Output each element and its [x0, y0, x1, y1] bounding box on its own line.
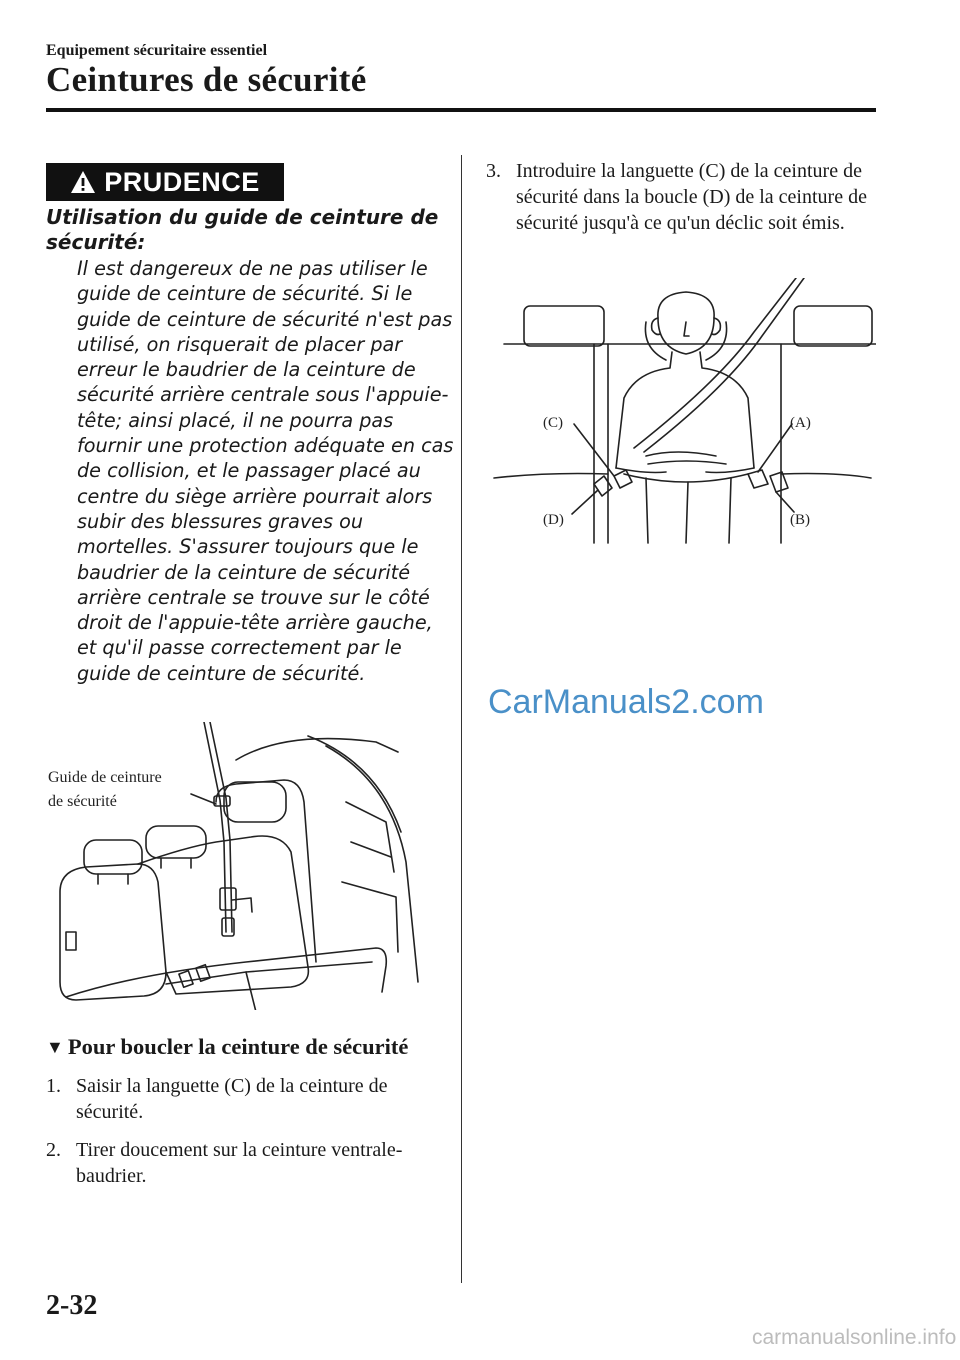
step-number: 2. — [46, 1139, 61, 1161]
step-number: 1. — [46, 1075, 61, 1097]
label-d: (D) — [543, 512, 564, 528]
step-text: Saisir la languette (C) de la ceinture de sécurité. — [76, 1075, 388, 1123]
caution-heading: Utilisation du guide de ceinture de sécurité: — [46, 205, 439, 254]
label-c: (C) — [543, 415, 563, 431]
belt-guide-label-line1: Guide de ceinture — [48, 769, 162, 786]
header-rule — [46, 108, 876, 112]
section-header-label: Equipement sécuritaire essentiel — [46, 42, 268, 59]
step-text: Introduire la languette (C) de la ceinture de sécurité dans la boucle (D) de la ceinture de sécurité jusqu'à ce qu'un déclic soit émis. — [516, 160, 867, 234]
label-a: (A) — [790, 415, 811, 431]
page-number: 2-32 — [46, 1290, 98, 1321]
step-number: 3. — [486, 160, 501, 182]
label-b: (B) — [790, 512, 810, 528]
triangle-bullet-icon: ▼ — [46, 1036, 64, 1057]
buckle-fastening-illustration — [486, 278, 876, 546]
section-heading-text: Pour boucler la ceinture de sécurité — [67, 1034, 409, 1059]
step-3 — [486, 158, 876, 236]
belt-guide-label — [48, 766, 198, 814]
step-2 — [46, 1137, 446, 1189]
step-text: Tirer doucement sur la ceinture ventrale-baudrier. — [76, 1139, 403, 1187]
section-heading — [46, 1034, 408, 1060]
watermark: CarManuals2.com — [488, 683, 764, 721]
footer-site-link[interactable]: carmanualsonline.info — [752, 1326, 957, 1349]
page-title: Ceintures de sécurité — [46, 60, 367, 99]
column-divider — [461, 155, 462, 1283]
belt-guide-label-line2: de sécurité — [48, 793, 117, 810]
caution-body: Il est dangereux de ne pas utiliser le guide de ceinture de sécurité. Si le guide de ceinture de sécurité n'est pas utilisé, on risquerait de placer par erreur le baudrier de la ceinture de sécurité arrière centrale sous l'appuie-tête; ainsi placé, il ne pourra pas fournir une protection adéquate en cas de collision, et le passager placé au centre du siège arrière pourrait alors subir des blessures graves ou mortelles. S'assurer toujours que le baudrier de la ceinture de sécurité arrière centrale se trouve sur le côté droit de l'appuie-tête arrière gauche, et qu'il passe correctement par le guide de ceinture de sécurité. — [77, 257, 454, 685]
caution-badge-text: PRUDENCE — [104, 166, 260, 197]
caution-badge — [46, 163, 284, 201]
warning-icon — [70, 170, 96, 194]
step-1 — [46, 1073, 446, 1125]
